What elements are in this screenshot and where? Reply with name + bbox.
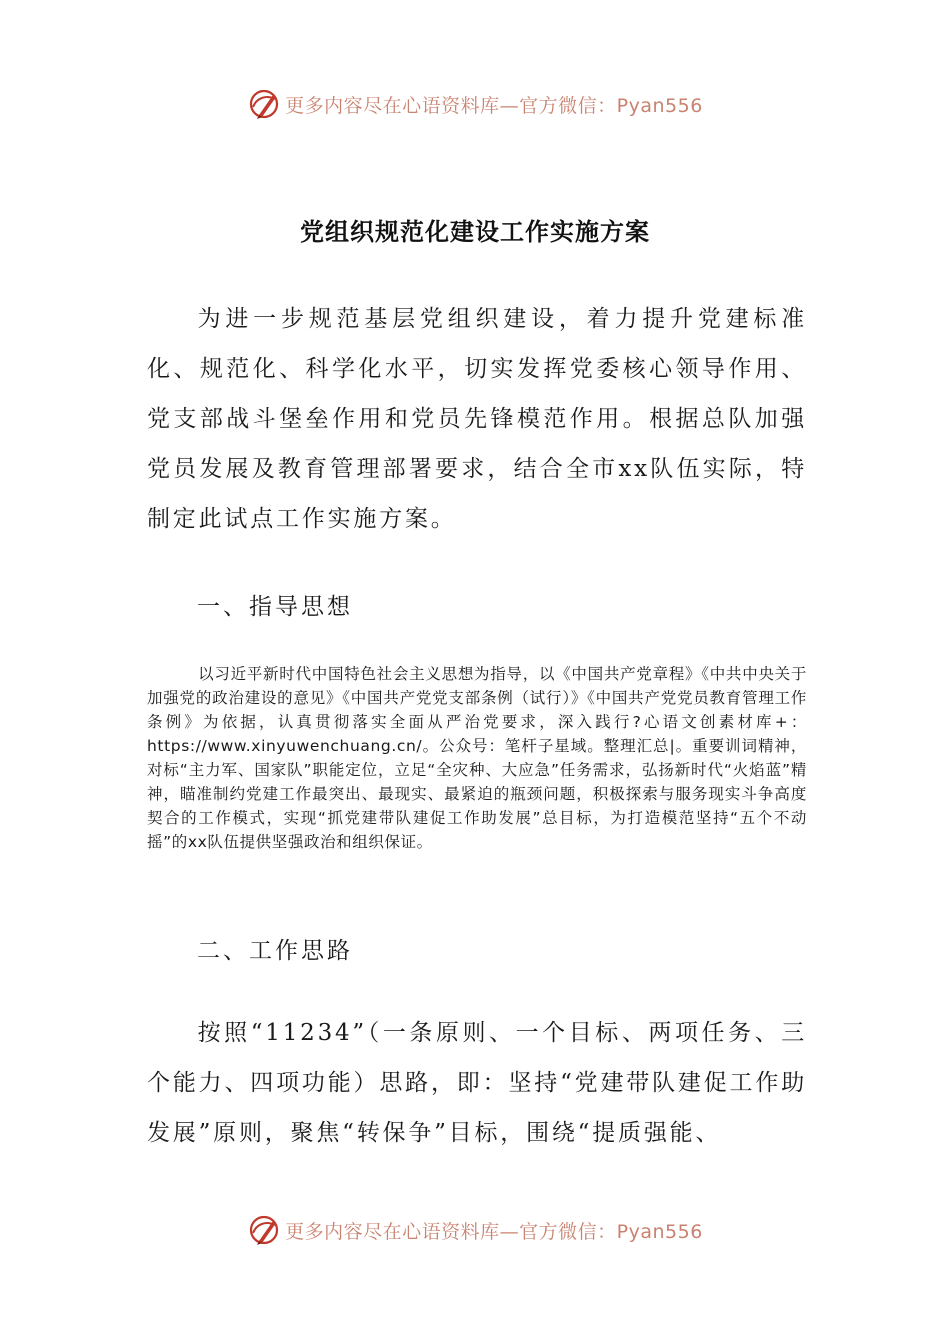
watermark-footer bbox=[0, 1210, 950, 1250]
document-title: 党组织规范化建设工作实施方案 bbox=[300, 217, 650, 246]
section-heading-guiding-ideology: 一、指导思想 bbox=[197, 594, 353, 620]
intro-paragraph: 为进一步规范基层党组织建设，着力提升党建标准化、规范化、科学化水平，切实发挥党委核心领导作用、党支部战斗堡垒作用和党员先锋模范作用。根据总队加强党员发展及教育管理部署要求，结合全市xx队伍实际，特制定此试点工作实施方案。 bbox=[147, 306, 807, 532]
watermark-handle: Pyan556 bbox=[616, 94, 703, 117]
watermark-handle: Pyan556 bbox=[616, 1220, 703, 1243]
watermark-text: 更多内容尽在心语资料库—官方微信：Pyan556 bbox=[285, 94, 703, 117]
section-heading-work-approach: 二、工作思路 bbox=[197, 938, 353, 964]
guiding-ideology-paragraph: 以习近平新时代中国特色社会主义思想为指导，以《中国共产党章程》《中共中央关于加强党的政治建设的意见》《中国共产党党支部条例（试行）》《中国共产党党员教育管理工作条例》为依据，认真贯彻落实全面从严治党要求，深入践行?心语文创素材库+：https://www.xinyuwenchuang.cn/。公众号：笔杆子星域。整理汇总|。重要训词精神，对标“主力军、国家队”职能定位，立足“全灾种、大应急”任务需求，弘扬新时代“火焰蓝”精神，瞄准制约党建工作最突出、最现实、最紧迫的瓶颈问题，积极探索与服务现实斗争高度契合的工作模式，实现“抓党建带队建促工作助发展”总目标，为打造模范坚持“五个不动摇”的xx队伍提供坚强政治和组织保证。 bbox=[147, 665, 807, 851]
watermark-header bbox=[0, 84, 950, 124]
work-approach-paragraph: 按照“11234”（一条原则、一个目标、两项任务、三个能力、四项功能）思路，即：坚持“党建带队建促工作助发展”原则，聚焦“转保争”目标，围绕“提质强能、 bbox=[147, 1020, 807, 1146]
pen-logo-icon bbox=[247, 87, 281, 121]
pen-logo-icon bbox=[247, 1213, 281, 1247]
watermark-text: 更多内容尽在心语资料库—官方微信：Pyan556 bbox=[285, 1220, 703, 1243]
